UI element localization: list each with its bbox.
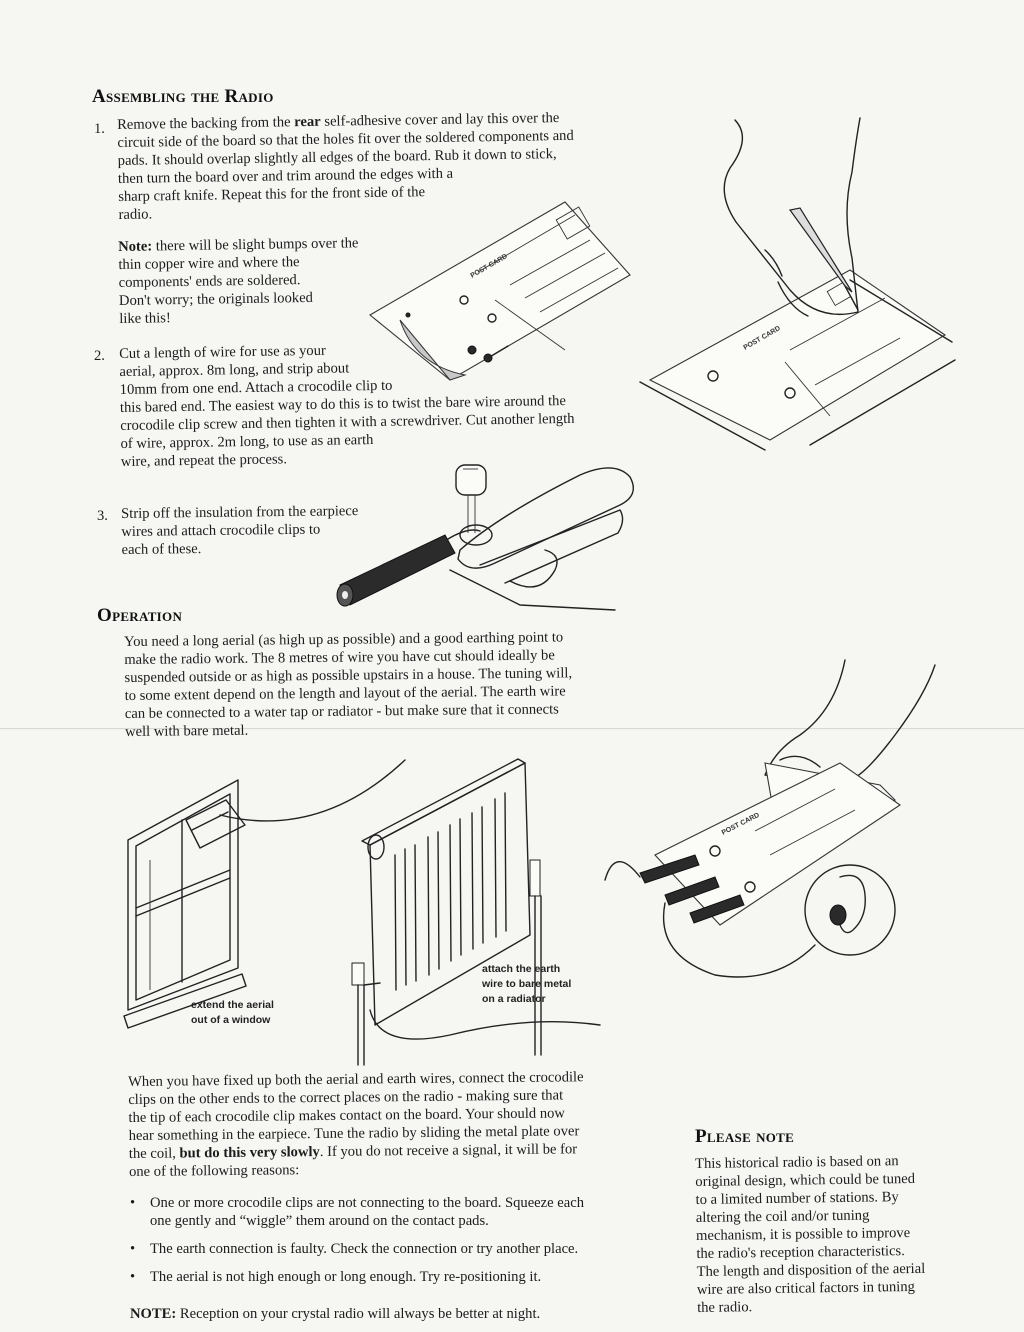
- step-1-text: Remove the backing from the rear self-adhesive cover and lay this over the circuit side of the board so that the holes fit over the soldered components and pads. It should overlap slightly all edges of the board. Rub it down to stick, then turn the board over and trim around the edges with a sharp craft knife. Repeat this for the front side of the radio.: [117, 110, 574, 223]
- svg-text:POST CARD: POST CARD: [469, 253, 509, 280]
- step-3-number: 3.: [97, 508, 108, 524]
- operation-heading: Operation: [97, 605, 183, 626]
- list-item: • The aerial is not high enough or long enough. Try re-positioning it.: [128, 1268, 688, 1286]
- knife-trimming-illustration: [640, 110, 960, 450]
- svg-text:POST CARD: POST CARD: [720, 811, 761, 837]
- list-item: • The earth connection is faulty. Check the connection or try another place.: [128, 1240, 688, 1258]
- radiator-caption: attach the earth wire to bare metal on a radiator: [482, 963, 572, 1005]
- operation-instructions-text: When you have fixed up both the aerial and earth wires, connect the crocodile clips on the other ends to the correct places on the radio - making sure that the tip of each crocodile clip makes contact on the board. Your should now hear something in the earpiece. Tune the radio by sliding the metal plate over the coil, but do this very slowly. If you do not receive a signal, it will be for one of the following reasons:: [128, 1069, 584, 1180]
- step-1-number: 1.: [94, 121, 105, 137]
- please-note-text: This historical radio is based on an original design, which could be tuned to a limited number of stations. By altering the coil and/or tuning mechanism, it is possible to improve the radio's reception characteristics. The length and disposition of the aerial wire are also critical factors in tuning the radio.: [695, 1153, 926, 1316]
- step-3-text: Strip off the insulation from the earpiece wires and attach crocodile clips to each of these.: [121, 503, 359, 558]
- postcard-cover-illustration: [360, 190, 640, 390]
- list-item: • One or more crocodile clips are not connecting to the board. Squeeze each one gently and “wiggle” them around on the contact pads.: [128, 1194, 688, 1230]
- please-note-heading: Please note: [695, 1126, 795, 1147]
- note-text: Note: there will be slight bumps over the thin copper wire and where the components' ends are soldered. Don't worry; the originals looked like this!: [118, 235, 359, 327]
- operation-intro-text: You need a long aerial (as high up as possible) and a good earthing point to make the radio work. The 8 metres of wire you have cut should ideally be suspended outside or as high as possible upstairs in a house. The tuning will, to some extent depend on the length and layout of the aerial. The earth wire can be connected to a water tap or radiator - but make sure that it connects well with bare metal.: [124, 629, 573, 740]
- window-caption: extend the aerial out of a window: [191, 999, 274, 1026]
- troubleshooting-list: [128, 1194, 688, 1296]
- svg-text:POST CARD: POST CARD: [742, 325, 782, 352]
- tuning-hand-illustration: [595, 655, 955, 985]
- radiator-illustration: [340, 755, 610, 1075]
- step-2-number: 2.: [94, 348, 105, 364]
- final-note: NOTE: Reception on your crystal radio will always be better at night.: [130, 1306, 541, 1322]
- assembling-heading: Assembling the Radio: [92, 86, 274, 107]
- step-2-text: Cut a length of wire for use as your aerial, approx. 8m long, and strip about 10mm from one end. Attach a crocodile clip to this bared end. The easiest way to do this is to twist the bare wire around the crocodile clip screw and then tighten it with a screwdriver. Cut another length of wire, approx. 2m long, to use as an earth wire, and repeat the process.: [119, 342, 575, 470]
- crocodile-clip-illustration: [330, 455, 660, 615]
